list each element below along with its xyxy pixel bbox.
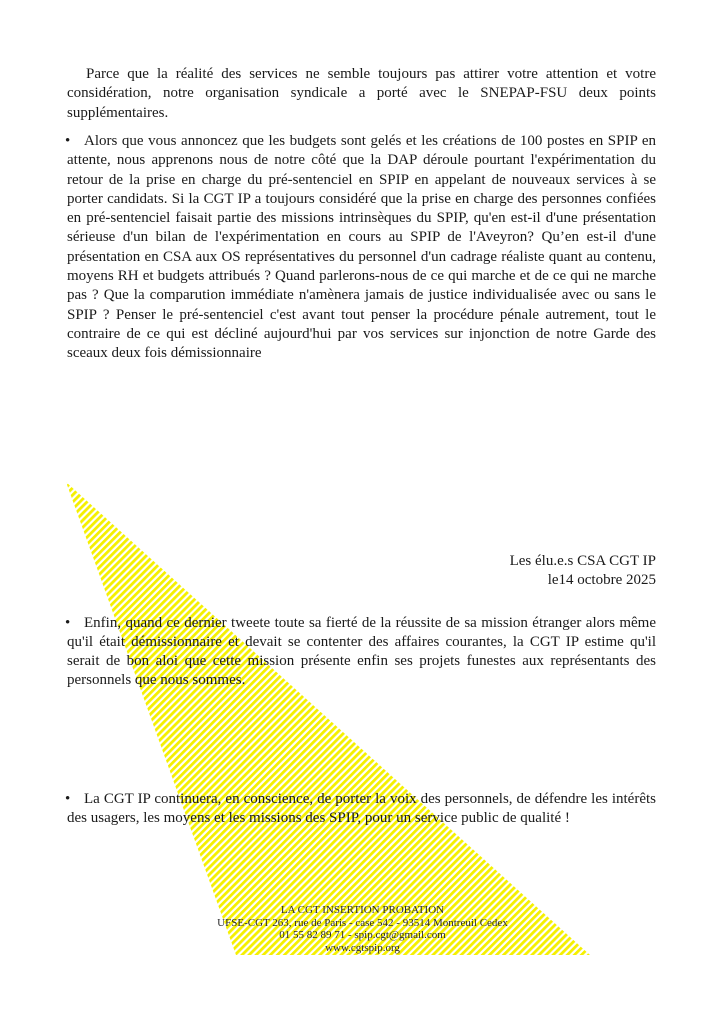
bullet-text: Enfin, quand ce dernier tweete toute sa fierté de la réussite de sa mission étranger alors même qu'il était démissionnaire et devait se contenter des affaires courantes, la CGT IP estime qu'il serait de bon aloi que cette mission présente enfin ses projets funestes aux représentants des personnels que nous sommes. (67, 614, 656, 689)
bullet-text: La CGT IP continuera, en conscience, de porter la voix des personnels, de défendre les intérêts des usagers, les moyens et les missions des SPIP, pour un service public de qualité ! (67, 790, 656, 827)
bullet-icon: • (65, 614, 71, 631)
bullet-item-mission (67, 614, 656, 691)
footer-org-name: LA CGT INSERTION PROBATION (280, 904, 445, 916)
bullet-item-budgets (67, 132, 656, 364)
signature-date: le14 octobre 2025 (547, 572, 656, 588)
bullet-icon: • (65, 790, 71, 807)
intro-paragraph: Parce que la réalité des services ne semble toujours pas attirer votre attention et votre considération, notre organisation syndicale a porté avec le SNEPAP-FSU deux points supplémentaires. (67, 66, 656, 121)
signature-authors: Les élu.e.s CSA CGT IP (509, 553, 656, 569)
footer-block (200, 904, 525, 954)
footer-address: UFSE-CGT 263, rue de Paris - case 542 - 93514 Montreuil Cedex (217, 916, 508, 929)
footer-contact: 01 55 82 89 71 - spip.cgt@gmail.com (279, 929, 446, 941)
bullet-text: Alors que vous annoncez que les budgets sont gelés et les créations de 100 postes en SPIP en attente, nous apprenons nous de notre côté que la DAP déroule pourtant l'expérimentation du retour de la prise en charge du pré-sentenciel en SPIP en appelant de nouveaux services à se porter candidats. Si la CGT IP a toujours considéré que la prise en charge des personnes confiées en pré-sentenciel faisait partie des missions intrinsèques du SPIP, qu'en est-il d'une présentation sérieuse d'un bilan de l'expérimentation en cours au SPIP de l'Aveyron? Qu’en est-il d'une présentation en CSA aux OS représentatives du personnel d'un cadrage réaliste quant au contenu, moyens RH et budgets attribués ? Quand parlerons-nous de ce qui marche et de ce qui ne marche pas ? Que la comparution immédiate n'amènera jamais de justice individualisée avec ou sans le SPIP ? Penser le pré-sentenciel c'est avant tout penser la procédure pénale autrement, tout le contraire de ce qui est décliné aujourd'hui par vos services sur injonction de notre Garde des sceaux deux fois démissionnaire (67, 133, 656, 362)
signature-block (510, 552, 656, 590)
footer-website-link[interactable]: www.cgtspip.org (325, 941, 400, 954)
bullet-icon: • (65, 133, 71, 149)
bullet-item-conclusion (67, 790, 656, 829)
